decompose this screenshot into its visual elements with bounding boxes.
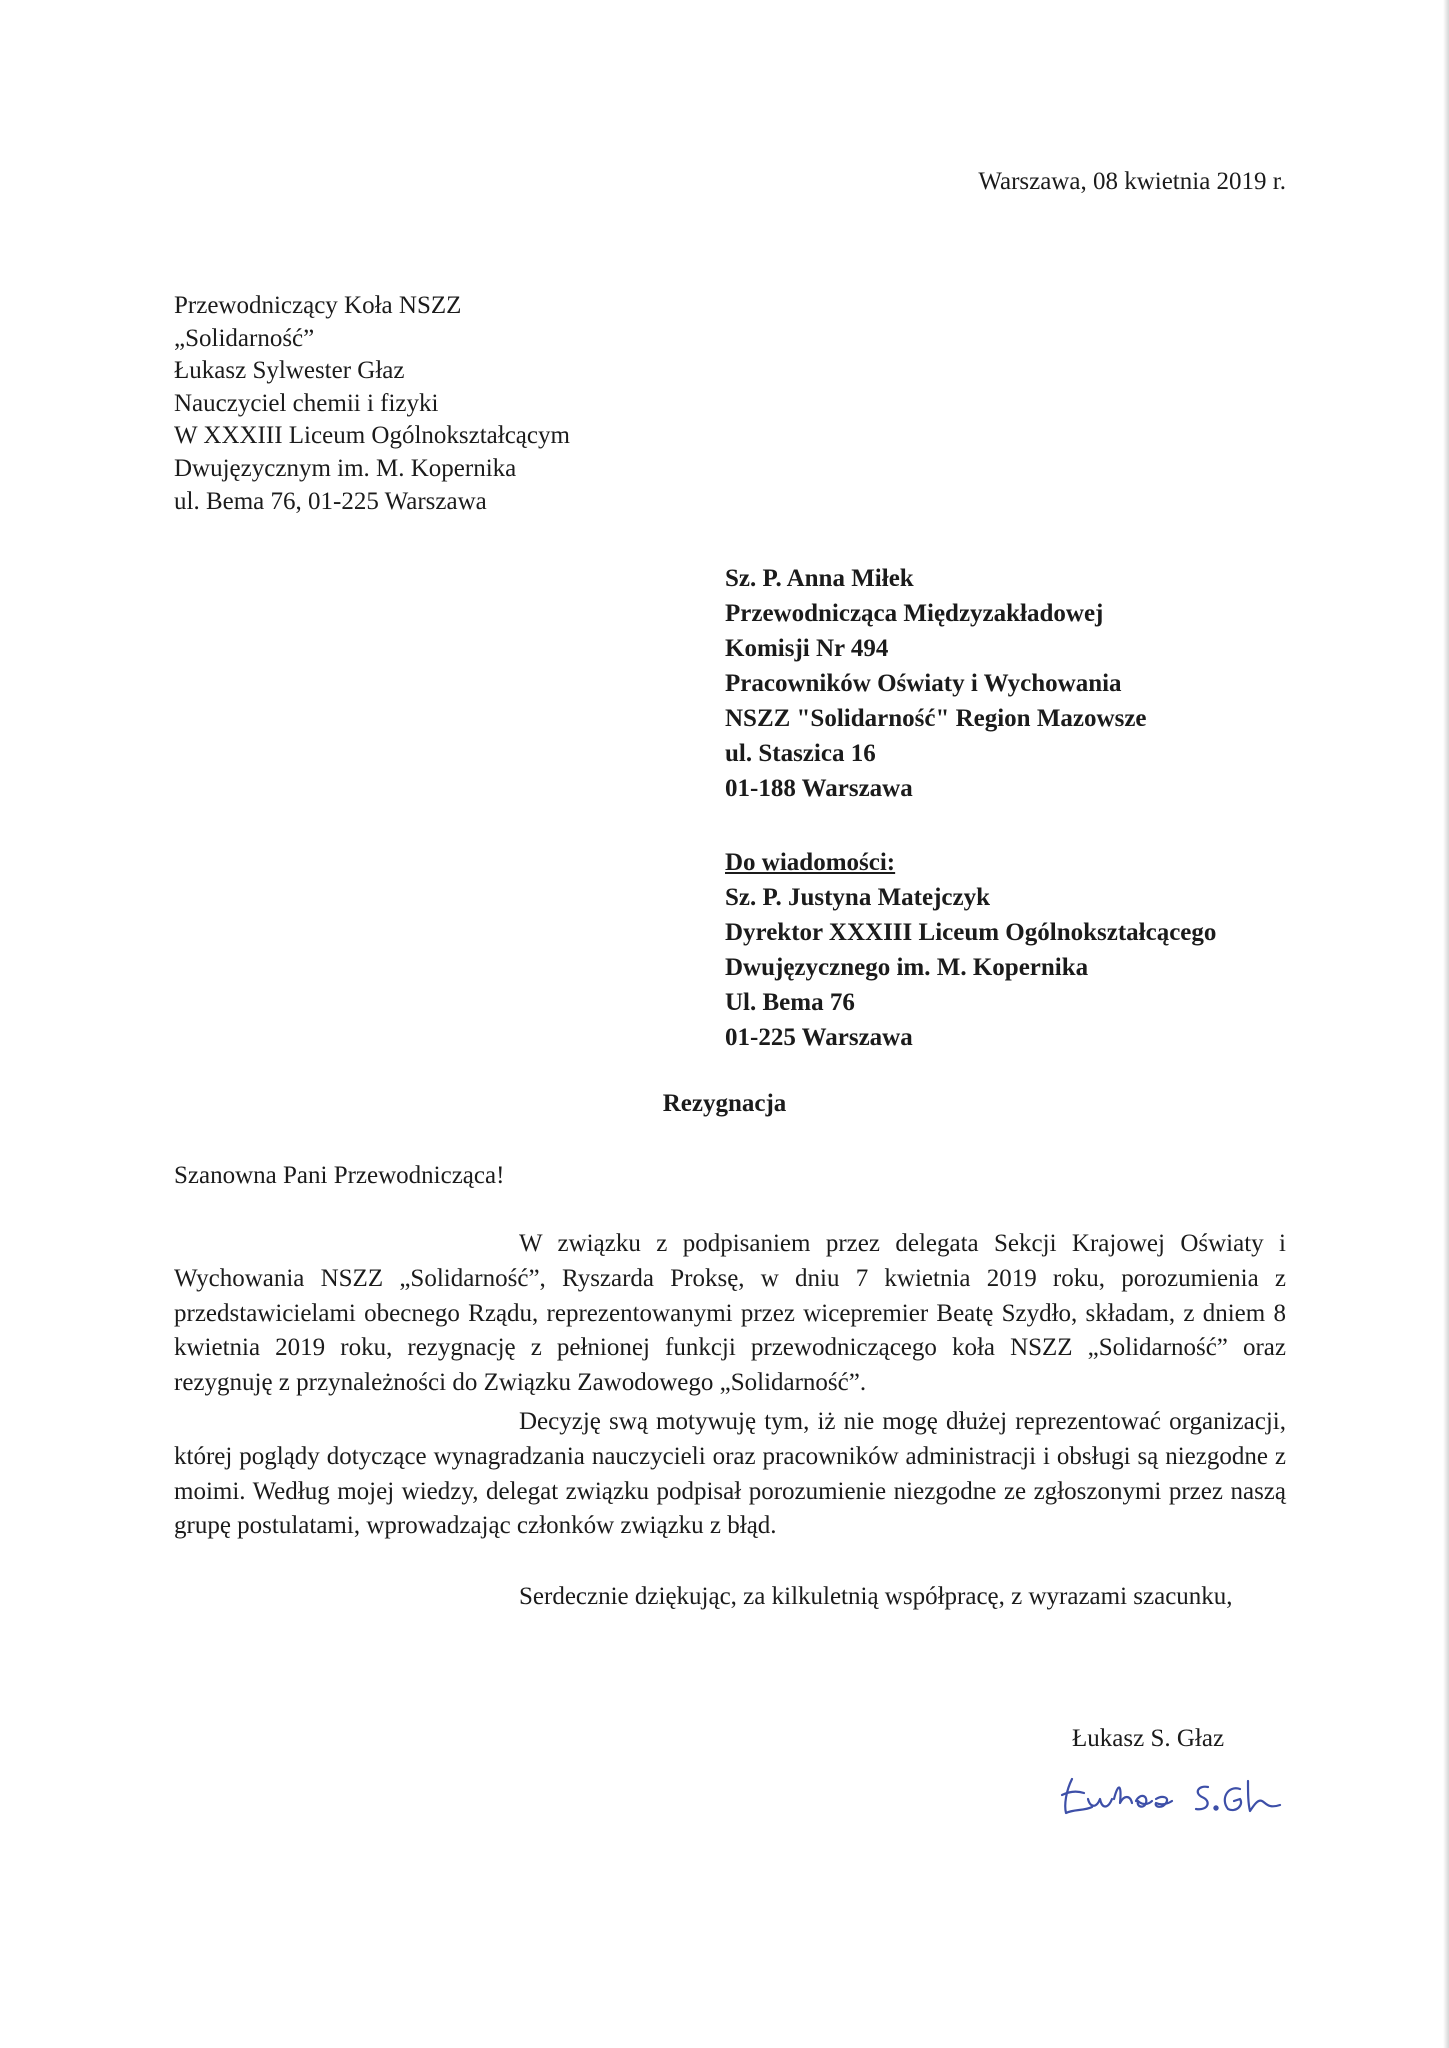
signatory-name: Łukasz S. Głaz — [1072, 1725, 1225, 1752]
sender-line: Nauczyciel chemii i fizyki — [174, 389, 439, 417]
body-paragraph — [174, 1227, 1286, 1401]
sender-line: Dwujęzycznym im. M. Kopernika — [174, 454, 517, 482]
paragraph-text: W związku z podpisaniem przez delegata Sekcji Krajowej Oświaty i Wychowania NSZZ „Solidarność”, Ryszarda Proksę, w dniu 7 kwietnia 2019 roku, porozumienia z przedstawicielami obecnego Rządu, reprezentowanymi przez wicepremier Beatę Szydło, składam, z dniem 8 kwietnia 2019 roku, rezygnację z pełnionej funkcji przewodniczącego koła NSZZ „Solidarność” oraz rezygnuję z przynależności do Związku Zawodowego „Solidarność”. — [174, 1230, 1286, 1397]
recipient-line: Przewodnicząca Międzyzakładowej — [725, 600, 1104, 627]
cc-line: 01-225 Warszawa — [725, 1024, 913, 1051]
letter-subject: Rezygnacja — [662, 1090, 787, 1117]
sender-line: Łukasz Sylwester Głaz — [174, 357, 405, 385]
cc-line: Ul. Bema 76 — [725, 989, 855, 1016]
sender-address — [174, 290, 570, 518]
recipient-line: Pracowników Oświaty i Wychowania — [725, 670, 1122, 697]
paragraph-text: Decyzję swą motywuję tym, iż nie mogę dłużej reprezentować organizacji, której poglądy dotyczące wynagradzania nauczycieli oraz pracowników administracji i obsługi są niezgodne z moimi. Według mojej wiedzy, delegat związku podpisał porozumienie niezgodne ze zgłoszonymi przez naszą grupę postulatami, wprowadzając członków związku z błąd. — [174, 1408, 1286, 1540]
recipient-line: NSZZ "Solidarność" Region Mazowsze — [725, 705, 1147, 732]
sender-line: ul. Bema 76, 01-225 Warszawa — [174, 487, 487, 515]
paragraph-text: Serdecznie dziękując, za kilkuletnią współpracę, z wyrazami szacunku, — [519, 1583, 1233, 1610]
body-paragraph — [174, 1405, 1286, 1544]
cc-line: Dwujęzycznego im. M. Kopernika — [725, 954, 1089, 981]
recipient-line: Sz. P. Anna Miłek — [725, 565, 914, 592]
cc-address — [725, 845, 1216, 1055]
signature-block — [1072, 1725, 1224, 1753]
letter-date: Warszawa, 08 kwietnia 2019 r. — [978, 168, 1286, 195]
handwritten-signature — [1058, 1769, 1318, 1825]
closing-paragraph — [174, 1580, 1286, 1615]
recipient-line: ul. Staszica 16 — [725, 740, 876, 767]
cc-line: Sz. P. Justyna Matejczyk — [725, 884, 991, 911]
sender-line: W XXXIII Liceum Ogólnokształcącym — [174, 422, 570, 450]
salutation: Szanowna Pani Przewodnicząca! — [174, 1162, 505, 1189]
recipient-line: Komisji Nr 494 — [725, 635, 889, 662]
recipient-address — [725, 561, 1147, 806]
sender-line: Przewodniczący Koła NSZZ — [174, 292, 462, 319]
sender-line: „Solidarność” — [174, 324, 315, 352]
cc-line: Dyrektor XXXIII Liceum Ogólnokształcącego — [725, 919, 1217, 946]
cc-label: Do wiadomości: — [725, 849, 896, 876]
scan-edge-shadow — [1443, 0, 1449, 2048]
recipient-line: 01-188 Warszawa — [725, 775, 913, 802]
